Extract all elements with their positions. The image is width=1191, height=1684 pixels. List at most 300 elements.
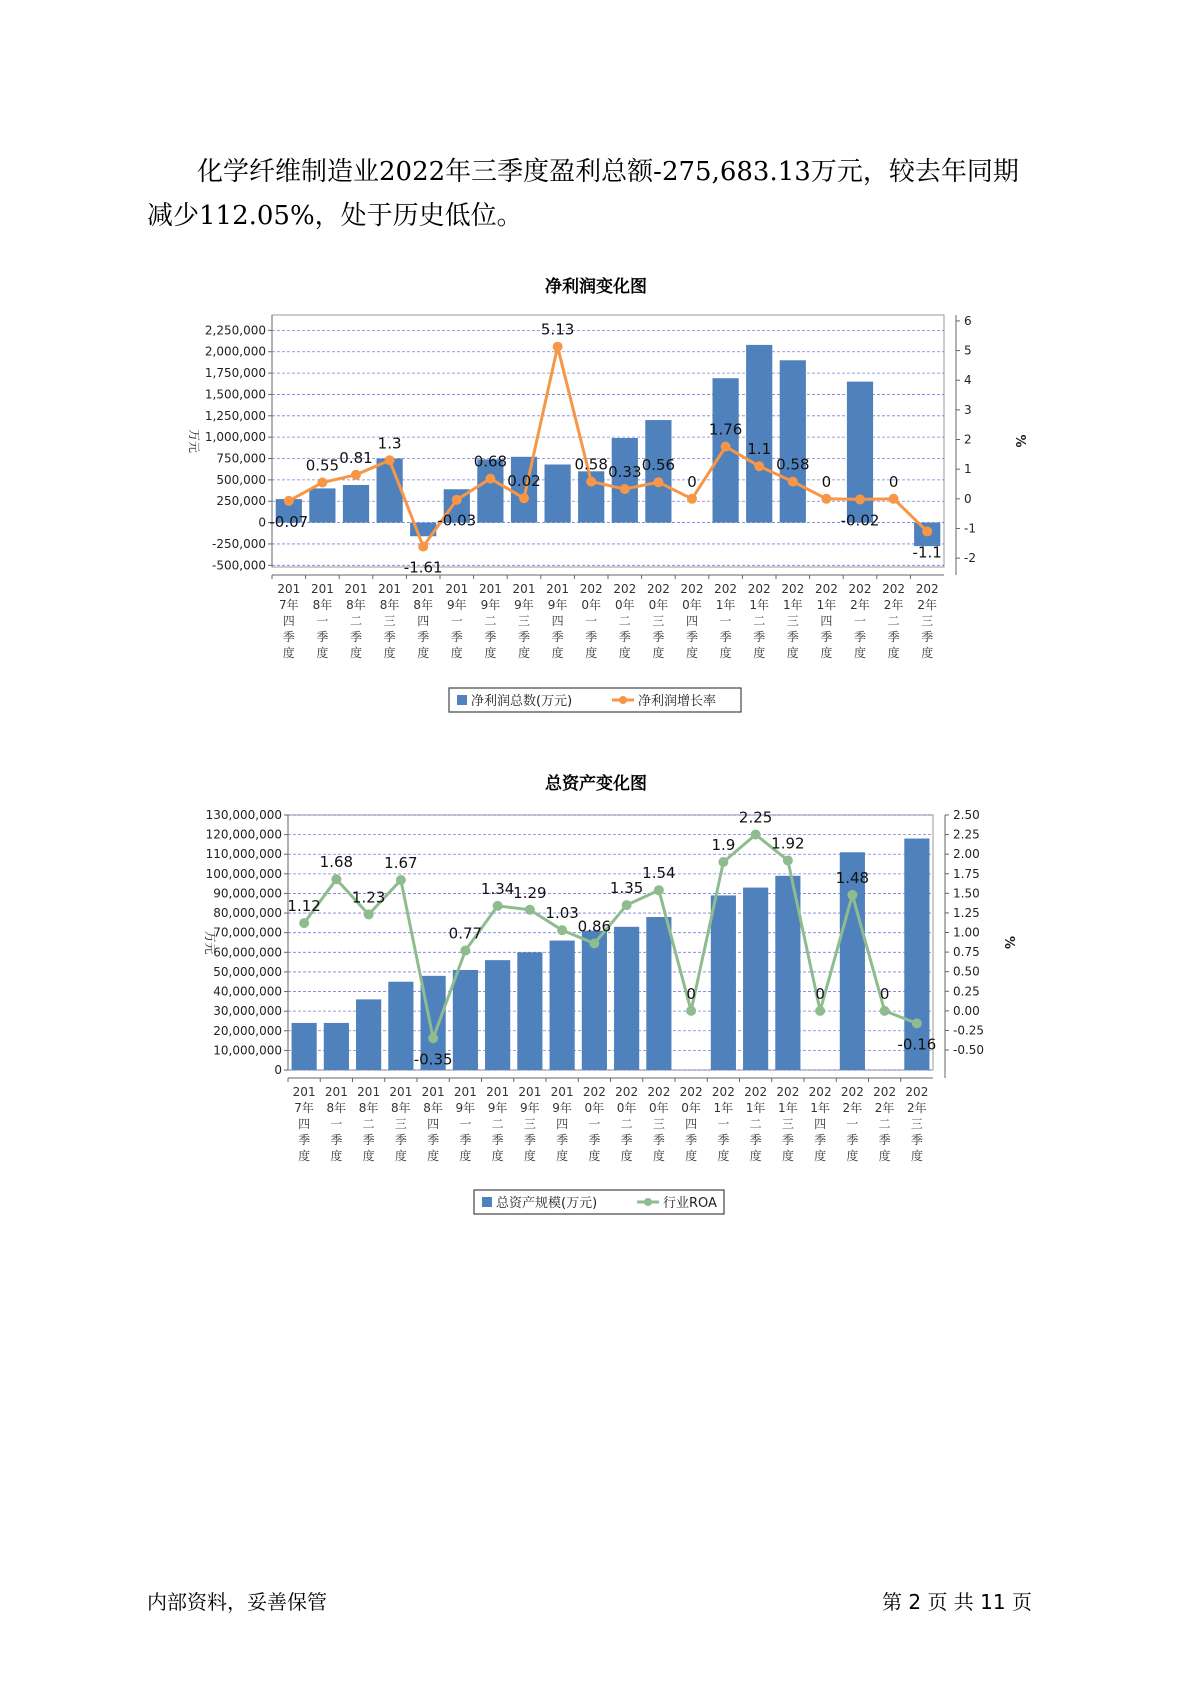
y2-axis-label: % <box>1012 434 1027 448</box>
x-tick-label: 季 <box>588 1133 601 1147</box>
x-tick-label: 9年 <box>446 598 467 612</box>
x-tick-label: 季 <box>362 1133 375 1147</box>
x-tick-label: 季 <box>685 1133 698 1147</box>
x-tick-label: 度 <box>298 1149 311 1163</box>
x-tick-label: 202 <box>814 582 838 596</box>
y2-tick-label: 2 <box>964 432 972 447</box>
x-tick-label: 一 <box>330 1117 343 1131</box>
y2-tick-label: 0.75 <box>953 945 980 960</box>
y-tick-label: 110,000,000 <box>205 847 282 862</box>
x-tick-label: 度 <box>878 1149 891 1163</box>
data-label: 1.03 <box>545 904 579 923</box>
y2-tick-label: 1 <box>964 462 972 477</box>
x-tick-label: 季 <box>298 1133 311 1147</box>
line-point <box>788 477 798 487</box>
legend-bar-swatch <box>482 1197 492 1207</box>
line-point <box>396 875 406 885</box>
y2-tick-label: 0.50 <box>953 964 980 979</box>
data-label: 0.68 <box>473 452 508 471</box>
x-tick-label: 度 <box>427 1149 440 1163</box>
bar <box>388 982 413 1070</box>
y-tick-label: 750,000 <box>216 451 266 466</box>
line-point <box>519 493 529 503</box>
legend-bar-label: 净利润总数(万元) <box>471 694 573 709</box>
data-label: 1.1 <box>747 440 772 459</box>
x-tick-label: 四 <box>685 1117 698 1131</box>
x-tick-label: 度 <box>450 646 463 660</box>
x-tick-label: 季 <box>786 630 799 644</box>
y-axis-label: 万元 <box>203 930 217 955</box>
x-tick-label: 0年 <box>616 1101 637 1115</box>
x-tick-label: 201 <box>277 582 301 596</box>
x-tick-label: 202 <box>615 1085 639 1099</box>
x-tick-label: 9年 <box>520 1101 540 1115</box>
y-tick-label: 2,000,000 <box>204 344 266 359</box>
x-tick-label: 季 <box>417 630 430 644</box>
x-tick-label: 9年 <box>455 1101 476 1115</box>
x-tick-label: 三 <box>383 614 396 628</box>
x-tick-label: 季 <box>846 1133 859 1147</box>
x-tick-label: 201 <box>518 1085 542 1099</box>
x-tick-label: 季 <box>618 630 631 644</box>
y-tick-label: 1,750,000 <box>204 366 266 381</box>
x-tick-label: 7年 <box>294 1101 314 1115</box>
x-tick-label: 季 <box>753 630 766 644</box>
x-tick-label: 季 <box>814 1133 827 1147</box>
x-tick-label: 202 <box>873 1085 897 1099</box>
x-tick-label: 202 <box>747 582 771 596</box>
x-tick-label: 度 <box>652 1149 665 1163</box>
y-tick-label: 70,000,000 <box>213 925 282 940</box>
x-tick-label: 7年 <box>278 598 299 612</box>
y-tick-label: 40,000,000 <box>213 984 282 999</box>
y-tick-label: 120,000,000 <box>205 827 282 842</box>
x-tick-label: 度 <box>394 1149 407 1163</box>
y2-tick-label: 0.00 <box>953 1003 980 1018</box>
x-tick-label: 度 <box>921 646 934 660</box>
line-point <box>653 477 663 487</box>
x-tick-label: 度 <box>588 1149 601 1163</box>
data-label: 0.55 <box>305 456 340 475</box>
x-tick-label: 202 <box>711 1085 735 1099</box>
x-tick-label: 季 <box>450 630 463 644</box>
x-tick-label: 度 <box>349 646 363 660</box>
line-point <box>622 900 632 910</box>
line-point <box>855 494 865 504</box>
y-tick-label: 250,000 <box>216 494 266 509</box>
legend-bar-swatch <box>457 695 467 705</box>
total-assets-chart <box>0 800 1191 1220</box>
x-tick-label: 度 <box>749 1149 762 1163</box>
bar <box>780 360 806 522</box>
x-tick-label: 度 <box>786 646 799 660</box>
x-tick-label: 8年 <box>379 598 400 612</box>
x-tick-label: 202 <box>882 582 906 596</box>
y-tick-label: -500,000 <box>212 558 266 573</box>
data-label: 0 <box>821 472 832 491</box>
line-point <box>299 918 309 928</box>
data-label: 0.56 <box>641 456 676 475</box>
net-profit-chart <box>0 300 1191 720</box>
x-tick-label: 201 <box>411 582 435 596</box>
line-point <box>783 855 793 865</box>
line-point <box>284 496 294 506</box>
x-tick-label: 2年 <box>850 598 870 612</box>
x-tick-label: 一 <box>450 614 463 628</box>
x-tick-label: 二 <box>484 614 497 628</box>
x-tick-label: 季 <box>719 630 732 644</box>
x-tick-label: 8年 <box>391 1101 411 1115</box>
bar <box>646 917 671 1070</box>
x-tick-label: 202 <box>646 582 670 596</box>
x-tick-label: 一 <box>585 614 598 628</box>
bar <box>485 960 510 1070</box>
x-tick-label: 度 <box>814 1149 827 1163</box>
y2-tick-label: 0.25 <box>953 984 980 999</box>
x-tick-label: 2年 <box>842 1101 863 1115</box>
data-label: -1.61 <box>403 558 443 577</box>
x-tick-label: 季 <box>383 630 396 644</box>
y2-tick-label: 2.25 <box>953 827 980 842</box>
x-tick-label: 季 <box>282 630 295 644</box>
x-tick-label: 8年 <box>346 598 366 612</box>
x-tick-label: 二 <box>753 614 766 628</box>
y-tick-label: 0 <box>258 515 266 530</box>
line-point <box>557 925 567 935</box>
x-tick-label: 三 <box>652 1117 665 1131</box>
legend-bar-label: 总资产规模(万元) <box>496 1196 598 1211</box>
x-tick-label: 8年 <box>423 1101 443 1115</box>
x-tick-label: 202 <box>915 582 939 596</box>
x-tick-label: 202 <box>781 582 805 596</box>
data-label: -1.1 <box>912 543 942 562</box>
bar <box>517 952 542 1070</box>
x-tick-label: 1年 <box>816 598 837 612</box>
x-tick-label: 201 <box>310 582 334 596</box>
y-tick-label: 50,000,000 <box>213 964 282 979</box>
line-point <box>485 474 495 484</box>
x-tick-label: 9年 <box>552 1101 572 1115</box>
x-tick-label: 201 <box>292 1085 316 1099</box>
x-tick-label: 202 <box>582 1085 606 1099</box>
line-point <box>751 830 761 840</box>
data-label: -0.02 <box>840 511 880 530</box>
data-label: 1.23 <box>351 888 386 907</box>
x-tick-label: 三 <box>910 1117 923 1131</box>
x-tick-label: 202 <box>840 1085 864 1099</box>
x-tick-label: 2年 <box>874 1101 895 1115</box>
chart-title-total-assets: 总资产变化图 <box>545 774 647 794</box>
y2-tick-label: 0 <box>964 491 972 506</box>
x-tick-label: 201 <box>324 1085 348 1099</box>
bar <box>292 1023 317 1070</box>
y2-tick-label: 4 <box>964 373 972 388</box>
x-tick-label: 0年 <box>681 1101 701 1115</box>
data-label: 0.58 <box>574 455 608 474</box>
x-tick-label: 201 <box>453 1085 477 1099</box>
line-point <box>385 455 395 465</box>
x-tick-label: 度 <box>820 646 833 660</box>
x-tick-label: 季 <box>887 630 900 644</box>
data-label: -0.03 <box>437 511 477 530</box>
x-tick-label: 一 <box>717 1117 730 1131</box>
x-tick-label: 202 <box>905 1085 929 1099</box>
y-tick-label: 90,000,000 <box>213 886 282 901</box>
x-tick-label: 202 <box>680 582 704 596</box>
line-point <box>821 494 831 504</box>
footer-confidential: 内部资料，妥善保管 <box>147 1590 327 1614</box>
x-tick-label: 季 <box>517 630 531 644</box>
line-point <box>493 901 503 911</box>
line-point <box>351 470 361 480</box>
y2-axis-label: % <box>1001 935 1016 950</box>
data-label: 2.25 <box>738 808 773 827</box>
line-point <box>418 542 428 552</box>
bar <box>324 1023 349 1070</box>
y2-tick-label: -0.50 <box>953 1043 985 1058</box>
data-label: 1.34 <box>480 879 515 898</box>
line-point <box>687 494 697 504</box>
x-tick-label: 度 <box>459 1149 472 1163</box>
x-tick-label: 季 <box>878 1133 891 1147</box>
data-label: -0.16 <box>897 1035 937 1054</box>
line-point <box>331 874 341 884</box>
x-tick-label: 1年 <box>810 1101 830 1115</box>
x-tick-label: 度 <box>887 646 900 660</box>
data-label: 0.02 <box>507 472 541 491</box>
x-tick-label: 季 <box>484 630 497 644</box>
x-tick-label: 度 <box>781 1149 794 1163</box>
line-point <box>889 494 899 504</box>
x-tick-label: 一 <box>719 614 732 628</box>
x-tick-label: 三 <box>921 614 934 628</box>
y-tick-label: 2,250,000 <box>204 323 266 338</box>
x-tick-label: 度 <box>717 1149 730 1163</box>
x-tick-label: 度 <box>685 1149 698 1163</box>
legend-line-marker <box>644 1198 652 1206</box>
x-tick-label: 二 <box>362 1117 375 1131</box>
x-tick-label: 度 <box>316 646 329 660</box>
bar <box>376 459 402 523</box>
paragraph-line-2: 减少112.05%，处于历史低位。 <box>147 201 523 231</box>
x-tick-label: 季 <box>394 1133 407 1147</box>
line-point <box>589 938 599 948</box>
data-label: 0 <box>687 472 697 491</box>
bar <box>746 345 772 523</box>
x-tick-label: 度 <box>484 646 497 660</box>
x-tick-label: 季 <box>316 630 329 644</box>
line-point <box>686 1006 696 1016</box>
y2-tick-label: -0.25 <box>953 1023 985 1038</box>
x-tick-label: 8年 <box>358 1101 379 1115</box>
x-tick-label: 季 <box>491 1133 504 1147</box>
x-tick-label: 季 <box>523 1133 536 1147</box>
x-tick-label: 1年 <box>778 1101 798 1115</box>
x-tick-label: 四 <box>282 614 295 628</box>
x-tick-label: 201 <box>550 1085 574 1099</box>
x-tick-label: 0年 <box>614 598 635 612</box>
x-tick-label: 8年 <box>326 1101 347 1115</box>
x-tick-label: 四 <box>551 614 564 628</box>
x-tick-label: 二 <box>620 1117 633 1131</box>
x-tick-label: 季 <box>349 630 363 644</box>
line-point <box>553 342 563 352</box>
data-label: 1.3 <box>377 434 402 453</box>
x-tick-label: 202 <box>744 1085 768 1099</box>
x-tick-label: 一 <box>459 1117 472 1131</box>
x-tick-label: 二 <box>887 614 900 628</box>
bar <box>544 464 570 522</box>
x-tick-label: 201 <box>389 1085 413 1099</box>
x-tick-label: 一 <box>853 614 867 628</box>
data-label: 1.92 <box>771 834 805 853</box>
x-tick-label: 度 <box>753 646 766 660</box>
bar <box>614 927 639 1070</box>
x-tick-label: 季 <box>556 1133 569 1147</box>
x-tick-label: 度 <box>910 1149 923 1163</box>
y2-tick-label: -1 <box>964 521 976 536</box>
line-point <box>586 477 596 487</box>
data-label: 1.68 <box>319 853 354 872</box>
x-tick-label: 9年 <box>487 1101 508 1115</box>
x-tick-label: 度 <box>417 646 430 660</box>
x-tick-label: 2年 <box>907 1101 927 1115</box>
footer-page-number: 第 2 页 共 11 页 <box>882 1590 1032 1614</box>
x-tick-label: 201 <box>478 582 502 596</box>
x-tick-label: 三 <box>786 614 799 628</box>
x-tick-label: 度 <box>652 646 665 660</box>
x-tick-label: 季 <box>652 630 665 644</box>
x-tick-label: 1年 <box>782 598 803 612</box>
x-tick-label: 201 <box>421 1085 445 1099</box>
data-label: 0 <box>686 984 696 1003</box>
x-tick-label: 2年 <box>883 598 904 612</box>
y2-tick-label: 1.25 <box>953 905 980 920</box>
x-tick-label: 四 <box>427 1117 440 1131</box>
chart-title-net-profit: 净利润变化图 <box>545 277 647 297</box>
line-point <box>754 461 764 471</box>
x-tick-label: 季 <box>685 630 699 644</box>
x-tick-label: 度 <box>383 646 396 660</box>
paragraph-line-1: 化学纤维制造业2022年三季度盈利总额-275,683.13万元，较去年同期 <box>197 157 1019 187</box>
bar <box>711 895 736 1070</box>
x-tick-label: 季 <box>459 1133 472 1147</box>
data-label: 0.77 <box>448 924 483 943</box>
line-point <box>847 890 857 900</box>
legend-line-marker <box>619 696 627 704</box>
x-tick-label: 度 <box>620 1149 633 1163</box>
y-tick-label: 0 <box>274 1063 282 1077</box>
y-tick-label: -250,000 <box>212 536 266 551</box>
x-tick-label: 201 <box>378 582 402 596</box>
x-tick-label: 1年 <box>745 1101 766 1115</box>
x-tick-label: 四 <box>814 1117 827 1131</box>
x-tick-label: 0年 <box>581 598 602 612</box>
x-tick-label: 四 <box>820 614 833 628</box>
data-label: -0.07 <box>269 512 309 531</box>
legend-line-label: 行业ROA <box>663 1196 717 1211</box>
data-label: 0 <box>888 472 899 491</box>
x-tick-label: 0年 <box>682 598 702 612</box>
data-label: 0 <box>815 984 825 1003</box>
x-tick-label: 度 <box>491 1149 504 1163</box>
data-label: 0.33 <box>608 463 642 482</box>
y-tick-label: 1,250,000 <box>204 408 266 423</box>
data-label: 1.35 <box>609 879 644 898</box>
x-tick-label: 0年 <box>584 1101 605 1115</box>
data-label: 1.9 <box>711 836 736 855</box>
x-tick-label: 二 <box>878 1117 891 1131</box>
data-label: 1.76 <box>708 420 743 439</box>
y2-tick-label: 1.00 <box>953 925 980 940</box>
x-tick-label: 四 <box>685 614 699 628</box>
line-point <box>428 1033 438 1043</box>
x-tick-label: 度 <box>685 646 699 660</box>
x-tick-label: 二 <box>618 614 631 628</box>
x-tick-label: 度 <box>556 1149 569 1163</box>
data-label: 0 <box>879 984 890 1003</box>
y2-tick-label: 2.00 <box>953 847 980 862</box>
line-point <box>525 905 535 915</box>
x-tick-label: 一 <box>316 614 329 628</box>
y2-tick-label: 1.50 <box>953 886 980 901</box>
line-point <box>718 857 728 867</box>
x-tick-label: 202 <box>613 582 637 596</box>
line-point <box>452 495 462 505</box>
x-tick-label: 二 <box>749 1117 762 1131</box>
x-tick-label: 季 <box>427 1133 440 1147</box>
bar <box>550 941 575 1070</box>
x-tick-label: 8年 <box>413 598 434 612</box>
x-tick-label: 度 <box>846 1149 859 1163</box>
x-tick-label: 二 <box>491 1117 504 1131</box>
x-tick-label: 202 <box>848 582 872 596</box>
x-tick-label: 201 <box>546 582 570 596</box>
line-point <box>880 1006 890 1016</box>
x-tick-label: 度 <box>585 646 598 660</box>
x-tick-label: 202 <box>808 1085 832 1099</box>
y-tick-label: 1,000,000 <box>204 430 266 445</box>
x-tick-label: 8年 <box>312 598 333 612</box>
data-label: 1.54 <box>642 864 676 883</box>
x-tick-label: 二 <box>349 614 363 628</box>
x-tick-label: 一 <box>588 1117 601 1131</box>
x-tick-label: 四 <box>556 1117 569 1131</box>
x-tick-label: 201 <box>445 582 469 596</box>
y2-tick-label: 1.75 <box>953 866 980 881</box>
y2-tick-label: -2 <box>964 551 976 566</box>
x-tick-label: 四 <box>298 1117 311 1131</box>
x-tick-label: 度 <box>517 646 531 660</box>
line-point <box>317 478 327 488</box>
y-tick-label: 500,000 <box>216 472 266 487</box>
x-tick-label: 度 <box>551 646 564 660</box>
line-point <box>364 909 374 919</box>
y-tick-label: 100,000,000 <box>205 866 282 881</box>
y-tick-label: 20,000,000 <box>213 1023 282 1038</box>
x-tick-label: 季 <box>652 1133 665 1147</box>
x-tick-label: 季 <box>820 630 833 644</box>
x-tick-label: 202 <box>647 1085 671 1099</box>
x-tick-label: 202 <box>579 582 603 596</box>
x-tick-label: 201 <box>357 1085 381 1099</box>
x-tick-label: 度 <box>330 1149 343 1163</box>
bar <box>309 488 335 522</box>
x-tick-label: 202 <box>679 1085 703 1099</box>
data-label: 1.12 <box>287 897 321 916</box>
x-tick-label: 三 <box>394 1117 407 1131</box>
x-tick-label: 四 <box>417 614 430 628</box>
